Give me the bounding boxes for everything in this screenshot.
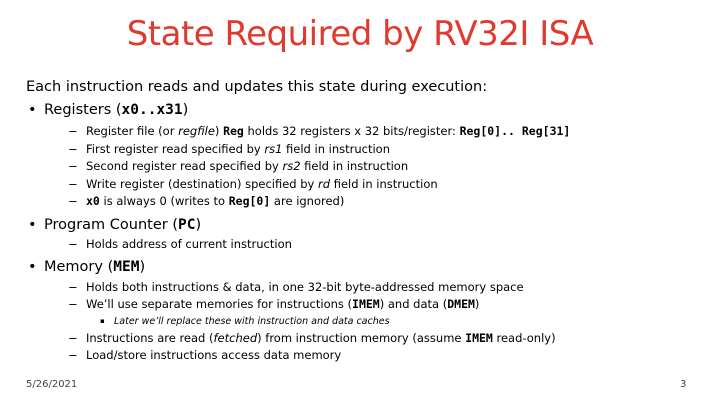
square-bullet-icon: ▪: [100, 317, 105, 325]
slide-title: State Required by RV32I ISA: [126, 14, 594, 54]
intro-text: Each instruction reads and updates this state during execution:: [26, 79, 488, 95]
registers-item-1: [68, 124, 570, 138]
memory-item-2: [68, 297, 479, 311]
dash-marker: −: [68, 159, 78, 173]
pc-label: Program Counter (: [44, 217, 178, 233]
bullet-marker: •: [28, 217, 37, 233]
text: Holds both instructions & data, in one 32-bit byte-addressed memory space: [86, 280, 524, 294]
memory-note: [100, 316, 390, 327]
memory-code: MEM: [113, 259, 140, 275]
registers-item-2: [68, 142, 390, 156]
memory-item-3: [68, 331, 556, 345]
registers-label: Registers (: [44, 102, 122, 118]
code: Reg[0]: [228, 194, 271, 208]
text: Load/store instructions access data memory: [86, 348, 342, 362]
text: ): [474, 297, 480, 311]
code: Reg[0].. Reg[31]: [459, 124, 571, 138]
text: ) and data (: [379, 297, 448, 311]
text-italic: fetched: [213, 331, 258, 345]
text: Holds address of current instruction: [86, 237, 292, 251]
text-italic: rd: [318, 177, 331, 191]
text: First register read specified by: [86, 142, 265, 156]
memory-item-4: [68, 348, 341, 362]
bullet-marker: •: [28, 102, 37, 118]
text: field in instruction: [282, 142, 391, 156]
text: Instructions are read (: [86, 331, 214, 345]
memory-label: Memory (: [44, 259, 114, 275]
code: x0: [86, 194, 100, 208]
dash-marker: −: [68, 177, 78, 191]
memory-item-1: [68, 280, 524, 294]
text-italic: rs2: [282, 159, 301, 173]
text: read-only): [492, 331, 556, 345]
memory-close: ): [139, 259, 146, 275]
bullet-pc: [28, 217, 201, 233]
code: DMEM: [447, 297, 475, 311]
dash-marker: −: [68, 280, 78, 294]
text: Register file (or: [86, 124, 179, 138]
text: Write register (destination) specified by: [86, 177, 319, 191]
registers-close: ): [182, 102, 189, 118]
note-text: Later we’ll replace these with instruction and data caches: [114, 316, 390, 327]
text: ): [214, 124, 224, 138]
registers-item-5: [68, 194, 344, 208]
dash-marker: −: [68, 297, 78, 311]
text: are ignored): [270, 194, 345, 208]
text: field in instruction: [330, 177, 438, 191]
text: holds 32 registers x 32 bits/register:: [243, 124, 460, 138]
text: field in instruction: [300, 159, 409, 173]
bullet-marker: •: [28, 259, 37, 275]
pc-code: PC: [178, 217, 196, 233]
text: Second register read specified by: [86, 159, 283, 173]
dash-marker: −: [68, 194, 78, 208]
code: IMEM: [352, 297, 380, 311]
dash-marker: −: [68, 124, 78, 138]
text: is always 0 (writes to: [99, 194, 229, 208]
pc-item-1: [68, 237, 292, 251]
dash-marker: −: [68, 142, 78, 156]
bullet-memory: [28, 259, 145, 275]
bullet-registers: [28, 102, 188, 118]
footer-date: 5/26/2021: [26, 379, 78, 390]
text-italic: regfile: [178, 124, 215, 138]
text-italic: rs1: [264, 142, 283, 156]
slide-number: 3: [680, 379, 687, 390]
registers-item-4: [68, 177, 438, 191]
dash-marker: −: [68, 237, 78, 251]
code: IMEM: [465, 331, 493, 345]
text: We’ll use separate memories for instructions (: [86, 297, 353, 311]
text: ) from instruction memory (assume: [257, 331, 466, 345]
registers-range: x0..x31: [121, 102, 183, 118]
pc-close: ): [195, 217, 202, 233]
dash-marker: −: [68, 331, 78, 345]
code: Reg: [223, 124, 244, 138]
dash-marker: −: [68, 348, 78, 362]
registers-item-3: [68, 159, 408, 173]
